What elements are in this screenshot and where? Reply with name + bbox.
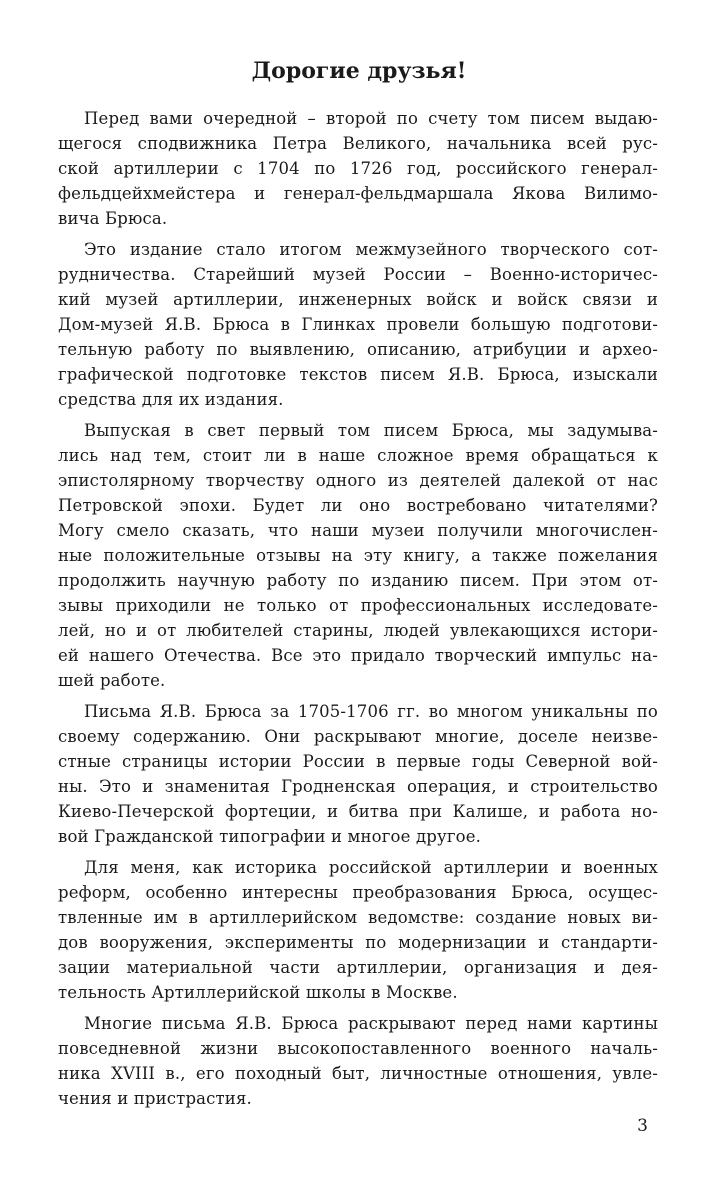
text-line: зации материальной части артиллерии, организация и дея- bbox=[58, 958, 658, 977]
body-text bbox=[58, 106, 658, 1117]
text-line: Это издание стало итогом межмузейного творческого сот- bbox=[84, 240, 658, 259]
paragraph-6 bbox=[58, 1011, 658, 1111]
text-line: Могу смело сказать, что наши музеи получили многочислен- bbox=[58, 521, 658, 540]
text-line: Выпуская в свет первый том писем Брюса, мы задумыва- bbox=[84, 421, 658, 440]
text-line: продолжить научную работу по изданию писем. При этом от- bbox=[58, 571, 658, 590]
text-line: Для меня, как историка российской артиллерии и военных bbox=[84, 858, 658, 877]
text-line: фельдцейхмейстера и генерал-фельдмаршала Якова Вилимо- bbox=[58, 184, 658, 203]
text-line: ника XVIII в., его походный быт, личностные отношения, увле- bbox=[58, 1064, 658, 1083]
paragraph-2 bbox=[58, 237, 658, 412]
text-line: чения и пристрастия. bbox=[58, 1089, 252, 1108]
text-line: зывы приходили не только от профессиональных исследовате- bbox=[58, 596, 658, 615]
text-line: Многие письма Я.В. Брюса раскрывают перед нами картины bbox=[84, 1014, 658, 1033]
text-line: ные положительные отзывы на эту книгу, а также пожелания bbox=[58, 546, 658, 565]
text-line: ны. Это и знаменитая Гродненская операция, и строительство bbox=[58, 777, 658, 796]
text-line: лись над тем, стоит ли в наше сложное время обращаться к bbox=[58, 446, 658, 465]
text-line: своему содержанию. Они раскрывают многие, доселе неизве- bbox=[58, 727, 658, 746]
text-line: кий музей артиллерии, инженерных войск и войск связи и bbox=[58, 290, 658, 309]
text-line: вой Гражданской типографии и многое другое. bbox=[58, 827, 482, 846]
text-line: реформ, особенно интересны преобразования Брюса, осущес- bbox=[58, 883, 658, 902]
paragraph-1 bbox=[58, 106, 658, 231]
text-line: средства для их издания. bbox=[58, 390, 284, 409]
text-line: ской артиллерии с 1704 по 1726 год, российского генерал- bbox=[58, 159, 658, 178]
text-line: ей нашего Отечества. Все это придало творческий импульс на- bbox=[58, 646, 658, 665]
text-line: вича Брюса. bbox=[58, 209, 168, 228]
text-line: стные страницы истории России в первые годы Северной вой- bbox=[58, 752, 658, 771]
paragraph-4 bbox=[58, 699, 658, 849]
text-line: Письма Я.В. Брюса за 1705-1706 гг. во многом уникальны по bbox=[84, 702, 658, 721]
text-line: Перед вами очередной – второй по счету том писем выдаю- bbox=[84, 109, 658, 128]
text-line: Петровской эпохи. Будет ли оно востребовано читателями? bbox=[58, 496, 658, 515]
text-line: лей, но и от любителей старины, людей увлекающихся истори- bbox=[58, 621, 658, 640]
text-line: эпистолярному творчеству одного из деятелей далекой от нас bbox=[58, 471, 658, 490]
text-line: повседневной жизни высокопоставленного военного началь- bbox=[58, 1039, 658, 1058]
page-number: 3 bbox=[637, 1116, 648, 1136]
text-line: тельность Артиллерийской школы в Москве. bbox=[58, 983, 458, 1002]
text-line: Дом-музей Я.В. Брюса в Глинках провели большую подготови- bbox=[58, 315, 658, 334]
text-line: графической подготовке текстов писем Я.В. Брюса, изыскали bbox=[58, 365, 658, 384]
text-line: дов вооружения, эксперименты по модернизации и стандарти- bbox=[58, 933, 658, 952]
text-line: твленные им в артиллерийском ведомстве: создание новых ви- bbox=[58, 908, 658, 927]
text-line: Киево-Печерской фортеции, и битва при Калише, и работа но- bbox=[58, 802, 658, 821]
text-line: рудничества. Старейший музей России – Военно-историчес- bbox=[58, 265, 658, 284]
paragraph-5 bbox=[58, 855, 658, 1005]
text-line: тельную работу по выявлению, описанию, атрибуции и архео- bbox=[58, 340, 658, 359]
paragraph-3 bbox=[58, 418, 658, 693]
page-title: Дорогие друзья! bbox=[251, 58, 467, 84]
text-line: шей работе. bbox=[58, 671, 166, 690]
text-line: щегося сподвижника Петра Великого, начальника всей рус- bbox=[58, 134, 658, 153]
